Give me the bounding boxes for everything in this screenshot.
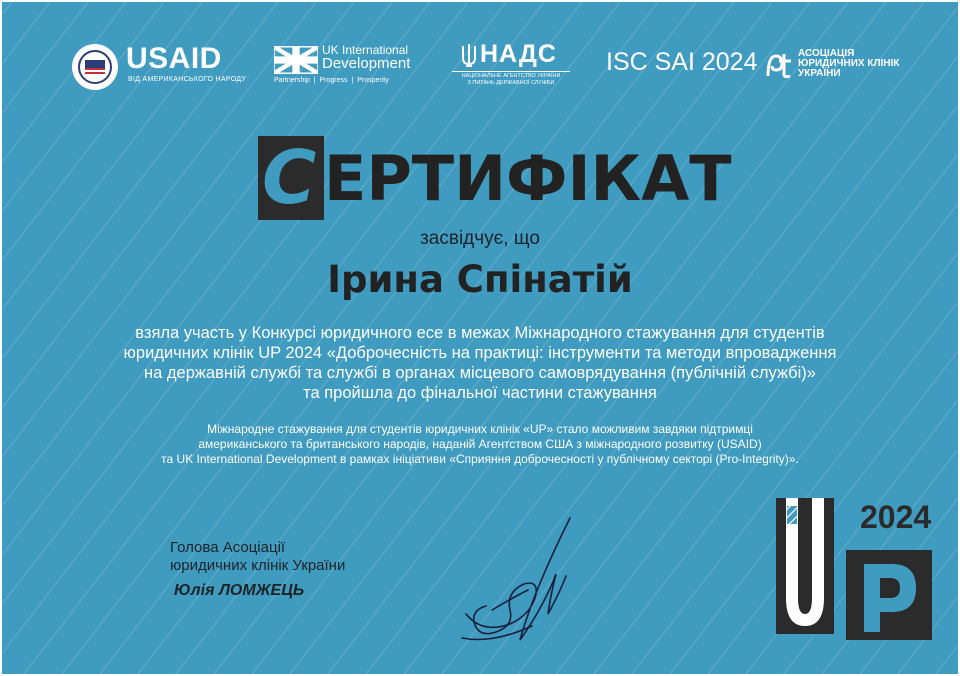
signatory-position-line1: Голова Асоціації (170, 539, 286, 556)
participation-line: та пройшла до фінальної частини стажування (303, 384, 657, 402)
participation-line: юридичних клінік UP 2024 «Доброчесність на практиці: інструменти та методи впровадження (123, 344, 837, 362)
association-line2: ЮРИДИЧНИХ КЛІНІК (798, 58, 900, 69)
isc-sai-logo: ISC SAI 2024 (606, 48, 758, 76)
handwritten-signature (452, 514, 592, 654)
uk-tagline: Partnership | Progress | Prosperity (274, 77, 389, 84)
association-line1: АСОЦІАЦІЯ (798, 48, 855, 59)
association-mark-icon (764, 50, 794, 80)
support-note-line: Міжнародне стажування для студентів юридичних клінік «UP» стало можливим завдяки підтримці (207, 422, 753, 436)
union-jack-icon (274, 46, 318, 74)
certifies-text: засвідчує, що (420, 228, 540, 249)
title-rest: ЕРТИФІКАТ (324, 142, 732, 215)
usaid-seal-icon (72, 44, 118, 90)
nads-subtitle (448, 73, 574, 87)
signatory-position (170, 539, 345, 575)
up-logo-year: 2024 (860, 499, 932, 535)
title-initial: С (262, 135, 317, 221)
uk-title-line2: Development (322, 55, 411, 72)
nads-divider (452, 71, 570, 72)
association-line3: УКРАЇНИ (798, 68, 841, 79)
certificate-title (258, 135, 732, 221)
nads-name: НАДС (480, 40, 557, 68)
support-note (2, 422, 958, 467)
title-initial-box (258, 136, 324, 220)
usaid-subtitle: ВІД АМЕРИКАНСЬКОГО НАРОДУ (128, 76, 247, 83)
uk-title-line1: UK International (322, 43, 409, 57)
nads-subtitle-line1: НАЦІОНАЛЬНЕ АГЕНТСТВО УКРАЇНИ (461, 73, 561, 79)
signatory-name: Юлія ЛОМЖЕЦЬ (174, 582, 305, 599)
usaid-name: USAID (126, 42, 222, 75)
certificate (2, 2, 958, 674)
participation-text (2, 323, 958, 403)
uk-development-title (322, 44, 410, 71)
recipient-name: Ірина Спінатій (327, 258, 633, 301)
support-note-line: та UK International Development в рамках ініціативи «Сприяння доброчесності у публічному секторі (Pro-Integrity)». (161, 452, 799, 466)
partner-logos (2, 40, 958, 94)
trident-icon (461, 44, 477, 68)
signatory-position-line2: юридичних клінік України (170, 557, 346, 574)
participation-line: взяла участь у Конкурсі юридичного есе в межах Міжнародного стажування для студентів (135, 324, 825, 342)
nads-subtitle-line2: З ПИТАНЬ ДЕРЖАВНОЇ СЛУЖБИ (467, 80, 555, 86)
participation-line: на державній службі та службі в органах місцевого самоврядування (публічній службі)» (144, 364, 816, 382)
up-2024-logo (776, 494, 936, 644)
association-name (798, 49, 899, 79)
support-note-line: американського та британського народів, наданій Агентством США з міжнародного розвитку (USAID) (198, 437, 762, 451)
